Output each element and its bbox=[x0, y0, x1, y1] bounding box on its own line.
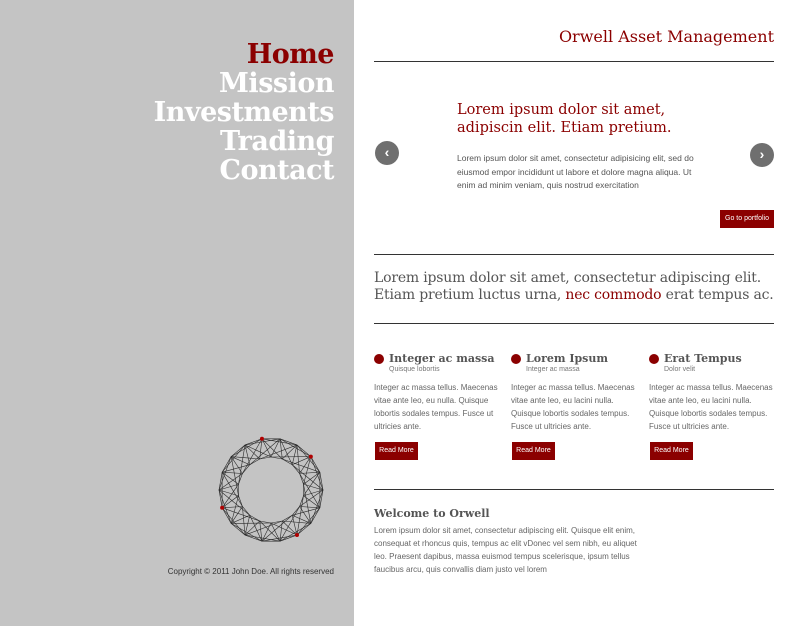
feature-title: Integer ac massa bbox=[389, 352, 495, 365]
divider bbox=[374, 254, 774, 255]
nav-item-mission[interactable]: Mission bbox=[219, 68, 334, 99]
brand-title[interactable]: Orwell Asset Management bbox=[558, 27, 774, 46]
feature-title: Lorem Ipsum bbox=[526, 352, 609, 365]
nav-item-trading[interactable]: Trading bbox=[220, 126, 334, 157]
feature-subtitle: Quisque lobortis bbox=[389, 366, 440, 373]
slide-title: Lorem ipsum dolor sit amet, adipiscin elit. Etiam pretium. bbox=[457, 102, 672, 136]
lead-highlight: nec commodo bbox=[565, 286, 662, 303]
bullet-dot-icon bbox=[374, 354, 384, 364]
sidebar bbox=[0, 0, 354, 626]
main-content bbox=[374, 0, 774, 626]
chevron-left-icon[interactable]: ‹ bbox=[375, 141, 399, 165]
slide-text: Lorem ipsum dolor sit amet, consectetur adipisicing elit, sed do eiusmod empor incididunt ut labore et dolore magna aliqua. Ut enim ad minim veniam, quis nostrud exercitation bbox=[457, 153, 694, 190]
divider bbox=[374, 323, 774, 324]
lead-text: Lorem ipsum dolor sit amet, consectetur adipiscing elit. Etiam pretium luctus urna, bbox=[374, 270, 761, 303]
read-more-button[interactable]: Read More bbox=[512, 442, 555, 460]
nav-item-home[interactable]: Home bbox=[246, 39, 334, 70]
feature-text: Integer ac massa tellus. Maecenas vitae ante leo, eu lacini nulla. Quisque lobortis sodales tempus. Fusce ut ultricies ante. bbox=[511, 383, 635, 431]
feature-text: Integer ac massa tellus. Maecenas vitae ante leo, eu nulla. Quisque lobortis sodales tempus. Fusce ut ultricies ante. bbox=[374, 383, 498, 431]
nav-item-investments[interactable]: Investments bbox=[153, 97, 334, 128]
feature-text: Integer ac massa tellus. Maecenas vitae ante leo, eu lacini nulla. Quisque lobortis sodales tempus. Fusce ut ultricies ante. bbox=[649, 383, 773, 431]
read-more-button[interactable]: Read More bbox=[375, 442, 418, 460]
copyright-text: Copyright © 2011 John Doe. All rights reserved bbox=[167, 567, 334, 576]
bullet-dot-icon bbox=[649, 354, 659, 364]
lead-paragraph bbox=[374, 270, 774, 303]
welcome-title: Welcome to Orwell bbox=[374, 507, 490, 520]
bullet-dot-icon bbox=[511, 354, 521, 364]
nav-item-contact[interactable]: Contact bbox=[219, 155, 334, 186]
welcome-text: Lorem ipsum dolor sit amet, consectetur adipiscing elit. Quisque elit enim, consequat et rhoncus quis, tempus ac elit vDonec vel sem nibh, eu aliquet leo. Praesent dapibus, massa euismod tempus scelerisque, ipsum tellus faucibus arcu, quis convallis diam justo vel lorem bbox=[374, 526, 637, 574]
read-more-button[interactable]: Read More bbox=[650, 442, 693, 460]
main-nav bbox=[154, 40, 334, 185]
lead-text-end: erat tempus ac. bbox=[661, 286, 774, 303]
feature-title: Erat Tempus bbox=[664, 352, 742, 365]
feature-subtitle: Dolor velit bbox=[664, 366, 696, 373]
feature-subtitle: Integer ac massa bbox=[526, 366, 580, 373]
go-to-portfolio-button[interactable]: Go to portfolio bbox=[720, 210, 774, 228]
divider bbox=[374, 61, 774, 62]
divider bbox=[374, 489, 774, 490]
wireframe-ring-logo bbox=[216, 432, 326, 548]
chevron-right-icon[interactable]: › bbox=[750, 143, 774, 167]
